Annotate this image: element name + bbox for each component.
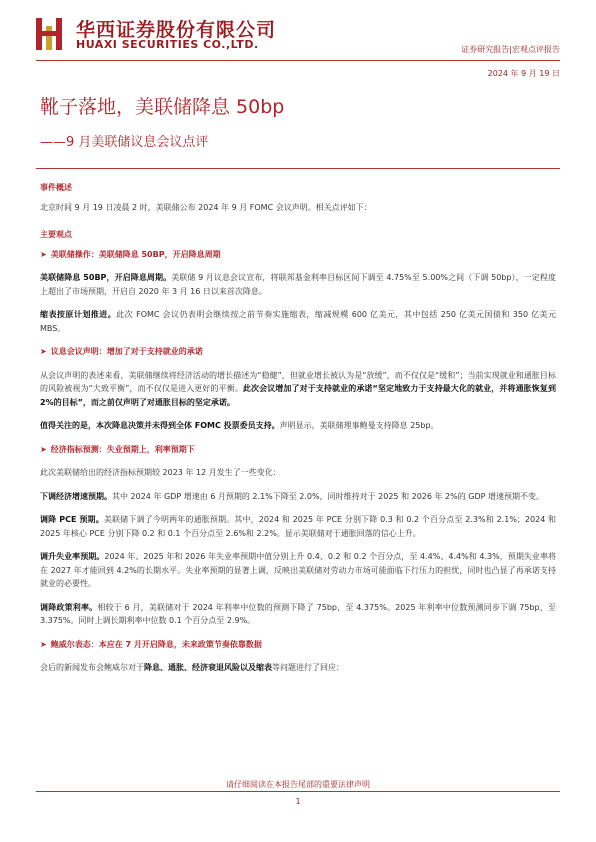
para-lead: 值得关注的是，本次降息决策并未得到全体 FOMC 投票委员支持。 [40, 421, 280, 430]
para-emphasis: 此次会议增加了对于支持就业的承诺“坚定地致力于支持最大化的就业，并将通胀恢复到 2%的目标”，而之前仅声明了对通胀目标的坚定承诺。 [40, 384, 556, 407]
para-text: 此次 FOMC 会议仍表明会继续按之前节奏实施缩表，缩减规模 600 亿美元，其中包括 250 亿美元国债和 350 亿美元 MBS。 [40, 310, 556, 333]
brand-name-cn: 华西证券股份有限公司 [76, 19, 277, 41]
title-divider [36, 168, 560, 169]
paragraph [40, 490, 556, 504]
section-heading-text: 鲍威尔表态：本应在 7 月开启降息，未来政策节奏依靠数据 [50, 639, 262, 649]
bullet-arrow-icon: ➤ [40, 347, 47, 356]
section-heading-text: 美联储操作：美联储降息 50BP，开启降息周期 [50, 249, 221, 259]
paragraph [40, 513, 556, 540]
paragraph [40, 601, 556, 628]
bullet-arrow-icon: ➤ [40, 639, 47, 649]
para-text: 此次美联储给出的经济指标预期较 2023 年 12 月发生了一些变化： [40, 468, 281, 477]
para-text: 相较于 6 月，美联储对于 2024 年利率中位数的预测下降了 75bp，至 4.375%。2025 年利率中位数预测同步下调 75bp，至 3.375%。同时上调长期利率中位数 0.1 个百分点至 2.9%。 [40, 602, 557, 625]
section-heading-fed-action [40, 248, 556, 262]
section-heading-text: 议息会议声明：增加了对于支持就业的承诺 [50, 347, 203, 356]
para-text: 2024 年、2025 年和 2026 年失业率预期中值分别上升 0.4、0.2 和 0.2 个百分点，至 4.4%、4.4%和 4.3%，预期失业率将在 2027 年才能回到 4.2%的长期水平。失业率预期的显著上调，反映出美联储对劳动力市场可能面临下行压力的担忧，同时也凸显了再承诺支持就业的必要性。 [40, 552, 557, 588]
overview-heading: 事件概述 [40, 183, 72, 192]
section-heading-statement [40, 345, 556, 359]
report-date: 2024 年 9 月 19 日 [487, 69, 560, 78]
report-type-label: 证券研究报告|宏观点评报告 [461, 45, 560, 54]
section-heading-projections [40, 443, 556, 457]
para-lead: 美联储降息 50BP，开启降息周期。 [40, 273, 172, 282]
paragraph [40, 369, 556, 410]
para-emphasis: 降息、通胀、经济衰退风险以及缩表 [144, 663, 272, 672]
huaxi-logo [36, 16, 66, 52]
main-points-heading: 主要观点 [40, 230, 72, 239]
para-text: 美联储 9 月议息会议宣布，将联邦基金利率目标区间下调至 4.75%至 5.00%之间（下调 50bp），一定程度上超出了市场预期，开启自 2020 年 3 月 16 日以来首次降息。 [40, 273, 556, 296]
para-text: 从会议声明的表述来看，美联储继续将经济活动的增长描述为“稳健”，但就业增长被认为是“放缓”，而不仅仅是“缓和”；当前实现就业和通胀目标的风险被视为“大致平衡”，而不仅仅是进入更好的平衡。 [40, 370, 556, 393]
brand-name-en: HUAXI SECURITIES CO.,LTD. [76, 38, 259, 51]
paragraph [40, 661, 556, 675]
footer-divider [36, 791, 560, 792]
section-heading-powell [40, 638, 556, 652]
para-text: 等问题进行了回应： [272, 663, 344, 672]
bullet-arrow-icon: ➤ [40, 444, 47, 454]
para-text: 会后的新闻发布会鲍威尔对于 [40, 663, 144, 672]
paragraph [40, 419, 556, 433]
para-lead: 下调经济增速预期。 [40, 491, 112, 501]
report-body [40, 181, 556, 675]
report-title: 靴子落地，美联储降息 50bp [40, 96, 285, 118]
page-number: 1 [295, 797, 301, 806]
bullet-arrow-icon: ➤ [40, 249, 47, 259]
para-lead: 调升失业率预期。 [40, 552, 105, 561]
header-divider [36, 60, 560, 61]
para-text: 声明显示，美联储理事鲍曼支持降息 25bp。 [279, 421, 439, 430]
paragraph [40, 466, 556, 480]
report-subtitle: ——9 月美联储议息会议点评 [40, 135, 209, 150]
para-lead: 调降政策利率。 [40, 602, 98, 612]
para-text: 其中 2024 年 GDP 增速由 6 月预期的 2.1%下降至 2.0%，同时维持对于 2025 和 2026 年 2%的 GDP 增速预期不变。 [112, 491, 545, 501]
paragraph [40, 271, 556, 298]
overview-text: 北京时间 9 月 19 日凌晨 2 时，美联储公布 2024 年 9 月 FOMC 会议声明。相关点评如下： [40, 202, 372, 212]
legal-disclaimer: 请仔细阅读在本报告尾部的重要法律声明 [226, 780, 370, 789]
para-lead: 调降 PCE 预期。 [40, 515, 104, 524]
paragraph [40, 308, 556, 335]
section-heading-text: 经济指标预测：失业预期上，利率预期下 [50, 444, 195, 454]
para-lead: 缩表按原计划推进。 [40, 310, 117, 319]
para-text: 美联储下调了今明两年的通胀预期。其中，2024 和 2025 年 PCE 分别下降 0.3 和 0.2 个百分点至 2.3%和 2.1%；2024 和 2025 年核心 PCE 分别下降 0.2 和 0.1 个百分点至 2.6%和 2.2%。显示美联储对于通胀回落的信心上升。 [40, 515, 556, 538]
paragraph [40, 550, 556, 591]
